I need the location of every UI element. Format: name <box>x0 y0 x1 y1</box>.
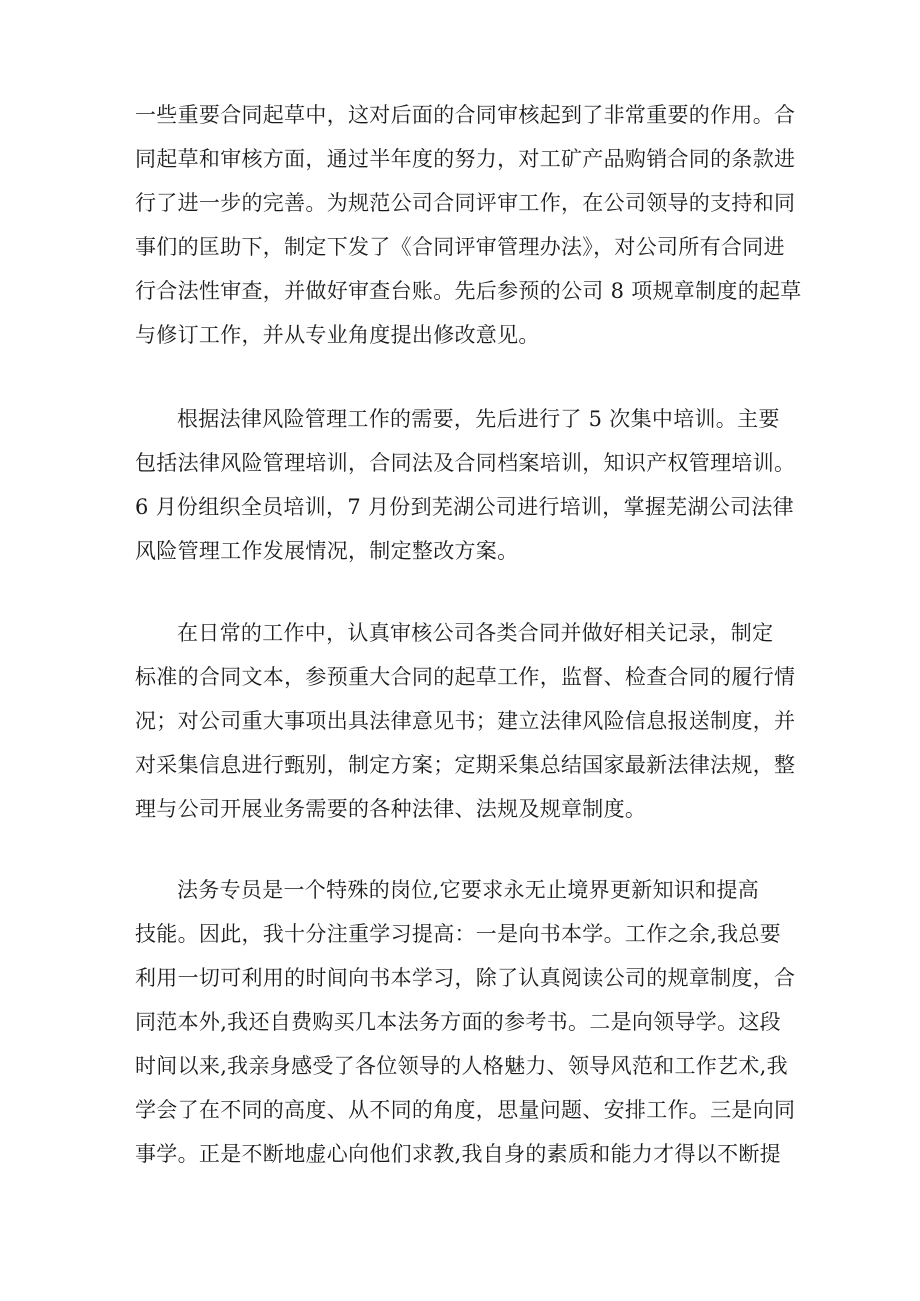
text-line: 一些重要合同起草中，这对后面的合同审核起到了非常重要的作用。合 <box>135 103 796 127</box>
text-line: 风险管理工作发展情况，制定整改方案。 <box>135 539 519 563</box>
text-line: 技能。因此，我十分注重学习提高：一是向书本学。工作之余,我总要 <box>135 922 781 946</box>
text-line: 时间以来,我亲身感受了各位领导的人格魅力、领导风范和工作艺术,我 <box>135 1054 788 1078</box>
text-line: 同范本外,我还自费购买几本法务方面的参考书。二是向领导学。这段 <box>135 1010 781 1034</box>
text-line: 与修订工作，并从专业角度提出修改意见。 <box>135 323 540 347</box>
text-line: 行了进一步的完善。为规范公司合同评审工作，在公司领导的支持和同 <box>135 191 796 215</box>
text-line: 对采集信息进行甄别，制定方案；定期采集总结国家最新法律法规，整 <box>135 753 796 777</box>
text-line: 6 月份组织全员培训，7 月份到芜湖公司进行培训，掌握芜湖公司法律 <box>135 495 794 519</box>
text-line: 利用一切可利用的时间向书本学习，除了认真阅读公司的规章制度，合 <box>135 966 796 990</box>
text-line: 包括法律风险管理培训，合同法及合同档案培训，知识产权管理培训。 <box>135 451 796 475</box>
text-line: 行合法性审查，并做好审查台账。先后参预的公司 8 项规章制度的起草 <box>135 279 802 303</box>
text-line: 理与公司开展业务需要的各种法律、法规及规章制度。 <box>135 797 647 821</box>
text-line: 事们的匡助下，制定下发了《合同评审管理办法》，对公司所有合同进 <box>135 235 785 259</box>
paragraph-contract-drafting <box>135 93 815 357</box>
text-line: 标准的合同文本，参预重大合同的起草工作，监督、检查合同的履行情 <box>135 665 796 689</box>
text-line: 况；对公司重大事项出具法律意见书；建立法律风险信息报送制度，并 <box>135 709 796 733</box>
text-line: 在日常的工作中，认真审核公司各类合同并做好相关记录，制定 <box>177 621 774 645</box>
text-line: 同起草和审核方面，通过半年度的努力，对工矿产品购销合同的条款进 <box>135 147 796 171</box>
paragraph-training <box>135 397 815 573</box>
paragraph-learning <box>135 868 815 1176</box>
text-line: 根据法律风险管理工作的需要，先后进行了 5 次集中培训。主要 <box>177 407 780 431</box>
text-line: 学会了在不同的高度、从不同的角度，思量问题、安排工作。三是向同 <box>135 1098 796 1122</box>
paragraph-daily-work <box>135 611 815 831</box>
text-line: 事学。正是不断地虚心向他们求教,我自身的素质和能力才得以不断提 <box>135 1142 781 1166</box>
text-line: 法务专员是一个特殊的岗位,它要求永无止境界更新知识和提高 <box>177 878 760 902</box>
